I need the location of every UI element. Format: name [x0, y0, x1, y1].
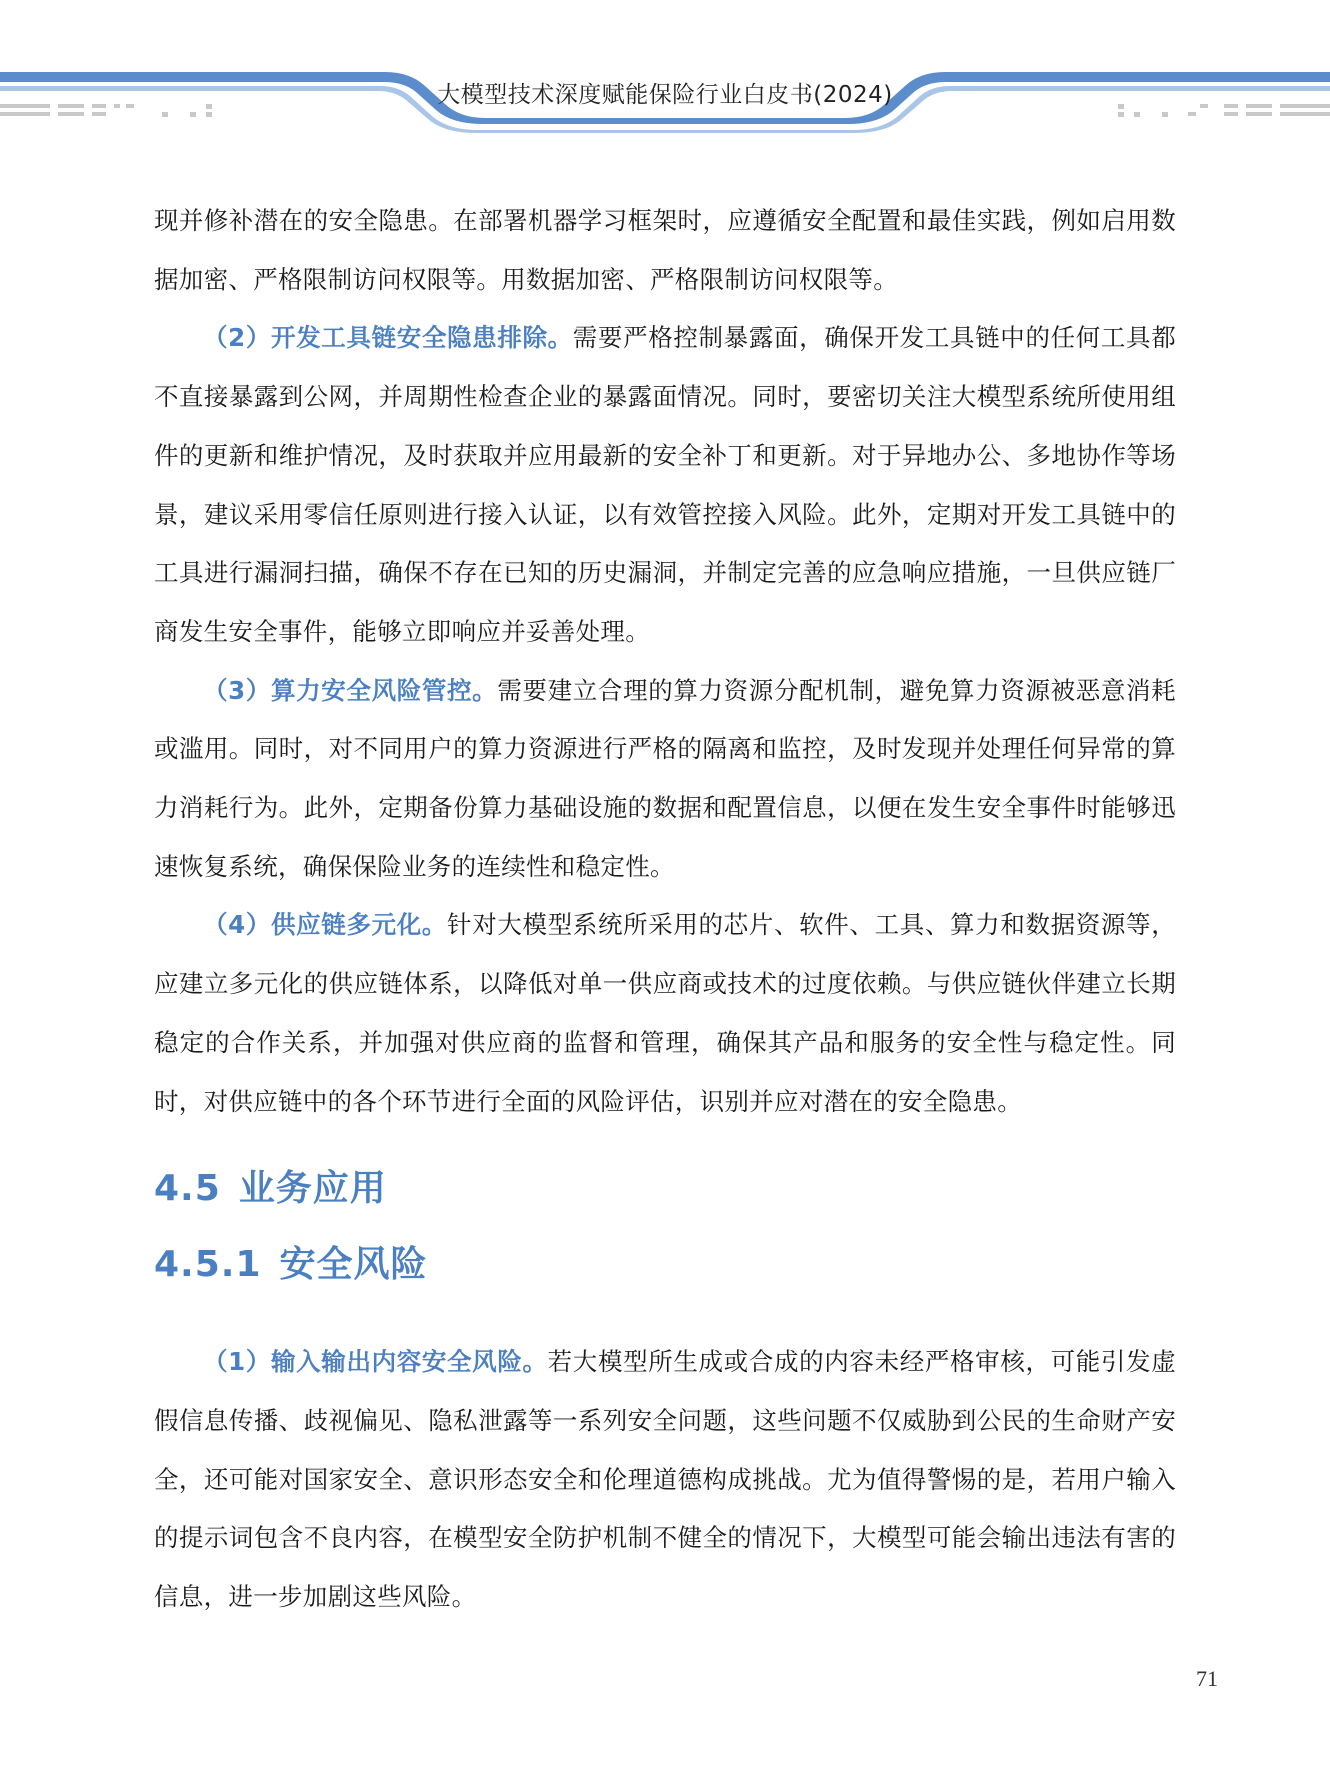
section-number: 4.5	[154, 1168, 221, 1210]
paragraph-compute-risk	[154, 662, 1176, 897]
subsection-heading	[154, 1241, 1176, 1289]
paragraph-text: 需要建立合理的算力资源分配机制，避免算力资源被恶意消耗或滥用。同时，对不同用户的算力资源进行严格的隔离和监控，及时发现并处理任何异常的算力消耗行为。此外，定期备份算力基础设施的数据和配置信息，以便在发生安全事件时能够迅速恢复系统，确保保险业务的连续性和稳定性。	[154, 675, 1176, 881]
paragraph-dev-toolchain	[154, 309, 1176, 661]
paragraph-io-content-risk	[154, 1333, 1176, 1627]
paragraph-lead: （2）开发工具链安全隐患排除。	[203, 323, 573, 353]
paragraph-text: 需要严格控制暴露面，确保开发工具链中的任何工具都不直接暴露到公网，并周期性检查企业的暴露面情况。同时，要密切关注大模型系统所使用组件的更新和维护情况，及时获取并应用最新的安全补丁和更新。对于异地办公、多地协作等场景，建议采用零信任原则进行接入认证，以有效管控接入风险。此外，定期对开发工具链中的工具进行漏洞扫描，确保不存在已知的历史漏洞，并制定完善的应急响应措施，一旦供应链厂商发生安全事件，能够立即响应并妥善处理。	[154, 323, 1176, 646]
paragraph-text: 现并修补潜在的安全隐患。在部署机器学习框架时，应遵循安全配置和最佳实践，例如启用数据加密、严格限制访问权限等。用数据加密、严格限制访问权限等。	[154, 206, 1176, 294]
paragraph-lead: （4）供应链多元化。	[203, 910, 448, 940]
page-header	[0, 0, 1330, 140]
paragraph-lead: （1）输入输出内容安全风险。	[203, 1347, 548, 1377]
section-title: 业务应用	[238, 1168, 387, 1210]
section-heading	[154, 1165, 1176, 1213]
document-title: 大模型技术深度赋能保险行业白皮书(2024)	[437, 82, 893, 108]
paragraph-lead: （3）算力安全风险管控。	[203, 675, 498, 705]
page-number: 71	[1196, 1666, 1218, 1691]
paragraph-continuation	[154, 192, 1176, 309]
page-body	[154, 192, 1176, 1627]
paragraph-text: 若大模型所生成或合成的内容未经严格审核，可能引发虚假信息传播、歧视偏见、隐私泄露等一系列安全问题，这些问题不仅威胁到公民的生命财产安全，还可能对国家安全、意识形态安全和伦理道德构成挑战。尤为值得警惕的是，若用户输入的提示词包含不良内容，在模型安全防护机制不健全的情况下，大模型可能会输出违法有害的信息，进一步加剧这些风险。	[154, 1347, 1177, 1612]
paragraph-text: 针对大模型系统所采用的芯片、软件、工具、算力和数据资源等，应建立多元化的供应链体系，以降低对单一供应商或技术的过度依赖。与供应链伙伴建立长期稳定的合作关系，并加强对供应商的监督和管理，确保其产品和服务的安全性与稳定性。同时，对供应链中的各个环节进行全面的风险评估，识别并应对潜在的安全隐患。	[154, 910, 1177, 1116]
paragraph-supply-chain	[154, 896, 1176, 1131]
header-wave-decoration	[0, 0, 1330, 140]
subsection-title: 安全风险	[279, 1244, 428, 1286]
subsection-number: 4.5.1	[154, 1244, 262, 1286]
